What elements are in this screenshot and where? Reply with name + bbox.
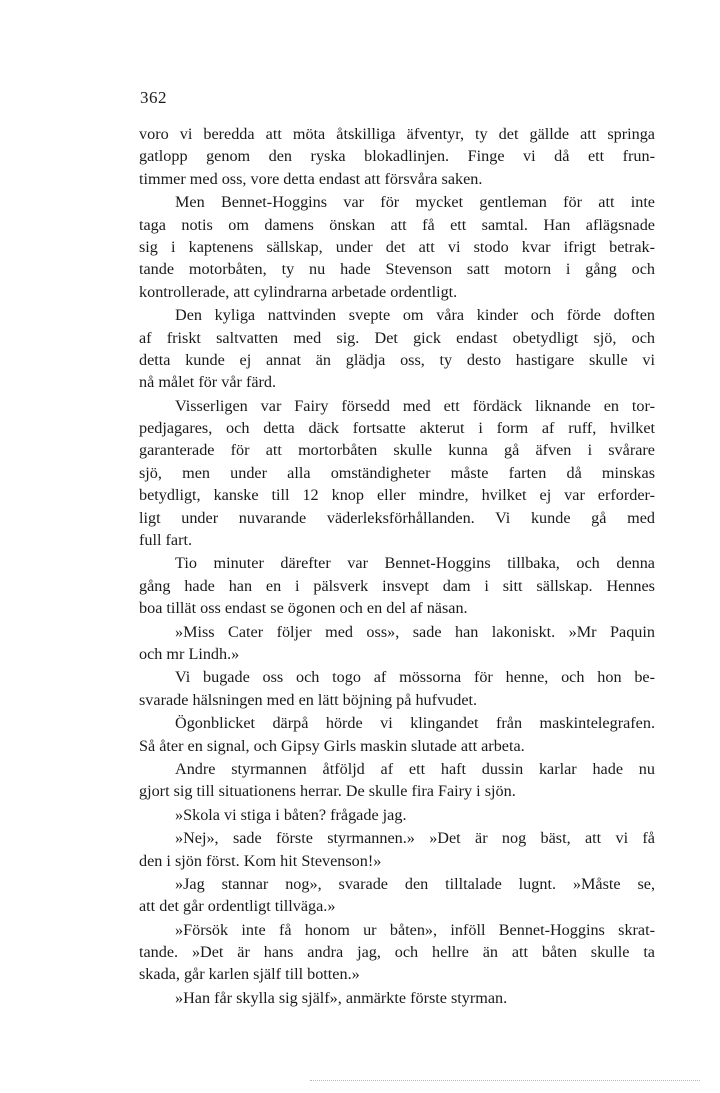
text-line: Visserligen var Fairy försedd med ett fördäck liknande en tor- — [175, 396, 655, 415]
text-line: timmer med oss, vore detta endast att försvåra saken. — [139, 169, 483, 188]
paragraph — [139, 712, 655, 757]
text-line: Men Bennet-Hoggins var för mycket gentleman för att inte — [175, 193, 655, 212]
paragraph — [139, 123, 655, 190]
text-line: sig i kaptenens sällskap, under det att vi stodo kvar ifrigt betrak- — [139, 237, 655, 256]
text-line: kontrollerade, att cylindrarna arbetade ordentligt. — [139, 282, 458, 301]
text-line: gatlopp genom den ryska blokadlinjen. Finge vi då ett frun- — [139, 147, 655, 166]
text-line: gjort sig till situationens herrar. De skulle fira Fairy i sjön. — [139, 782, 516, 801]
text-line: Den kyliga nattvinden svepte om våra kinder och förde doften — [175, 306, 655, 325]
paragraph — [139, 621, 655, 666]
text-line: Andre styrmannen åtföljd af ett haft dussin karlar hade nu — [175, 759, 655, 778]
text-line: »Han får skylla sig själf», anmärkte förste styrman. — [175, 988, 508, 1007]
paragraph — [139, 987, 655, 1009]
text-line: af friskt saltvatten med sig. Det gick endast obetydligt sjö, och — [139, 328, 655, 347]
paragraph — [139, 304, 655, 394]
text-line: sjö, men under alla omständigheter måste farten då minskas — [139, 463, 655, 482]
text-line: »Försök inte få honom ur båten», inföll Bennet-Hoggins skrat- — [175, 920, 655, 939]
text-line: gång hade han en i pälsverk insvept dam i sitt sällskap. Hennes — [139, 576, 655, 595]
paragraph — [139, 804, 655, 826]
text-line: Ögonblicket därpå hörde vi klingandet från maskintelegrafen. — [175, 714, 655, 733]
page-number: 362 — [140, 88, 167, 107]
text-line: ligt under nuvarande väderleksförhållanden. Vi kunde gå med — [139, 508, 655, 527]
text-line: »Nej», sade förste styrmannen.» »Det är nog bäst, att vi få — [175, 829, 655, 848]
text-line: garanterade för att mortorbåten skulle kunna gå äfven i svårare — [139, 441, 655, 460]
body-text — [139, 123, 655, 1010]
text-line: tande. »Det är hans andra jag, och hellre än att båten skulle ta — [139, 943, 655, 962]
text-line: tande motorbåten, ty nu hade Stevenson satt motorn i gång och — [139, 260, 655, 279]
text-line: svarade hälsningen med en lätt böjning på hufvudet. — [139, 690, 478, 709]
text-line: Tio minuter därefter var Bennet-Hoggins tillbaka, och denna — [175, 554, 655, 573]
text-line: boa tillät oss endast se ögonen och en del af näsan. — [139, 599, 468, 618]
text-line: voro vi beredda att möta åtskilliga äfventyr, ty det gällde att springa — [139, 125, 655, 143]
paragraph — [139, 395, 655, 552]
text-line: nå målet för vår färd. — [139, 373, 277, 392]
text-line: den i sjön först. Kom hit Stevenson!» — [139, 851, 382, 870]
page-bottom-edge — [310, 1080, 700, 1081]
paragraph — [139, 873, 655, 918]
text-line: full fart. — [139, 531, 193, 550]
text-line: taga notis om damens önskan att få ett samtal. Han aflägsnade — [139, 215, 655, 234]
text-line: och mr Lindh.» — [139, 644, 240, 663]
text-line: »Skola vi stiga i båten? frågade jag. — [175, 805, 407, 824]
paragraph — [139, 758, 655, 803]
paragraph — [139, 666, 655, 711]
paragraph — [139, 552, 655, 619]
text-line: pedjagares, och detta däck fortsatte akterut i form af ruff, hvilket — [139, 419, 655, 438]
paragraph — [139, 919, 655, 986]
paragraph — [139, 827, 655, 872]
text-line: detta kunde ej annat än glädja oss, ty desto hastigare skulle vi — [139, 350, 655, 369]
text-line: betydligt, kanske till 12 knop eller mindre, hvilket ej var erforder- — [139, 486, 655, 505]
text-line: »Jag stannar nog», svarade den tilltalade lugnt. »Måste se, — [175, 874, 655, 893]
text-line: Vi bugade oss och togo af mössorna för henne, och hon be- — [175, 668, 655, 687]
paragraph — [139, 191, 655, 303]
text-line: skada, går karlen själf till botten.» — [139, 965, 360, 984]
text-line: att det går ordentligt tillväga.» — [139, 897, 336, 916]
text-line: »Miss Cater följer med oss», sade han lakoniskt. »Mr Paquin — [175, 622, 655, 641]
text-line: Så åter en signal, och Gipsy Girls maskin slutade att arbeta. — [139, 736, 525, 755]
